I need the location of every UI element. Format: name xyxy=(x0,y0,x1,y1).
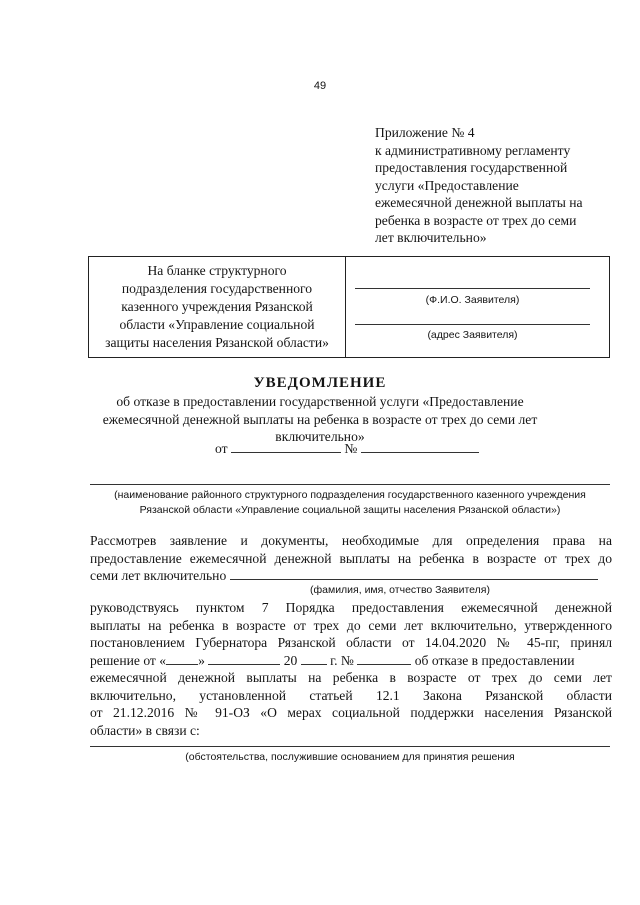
blank-box-divider xyxy=(345,256,346,358)
decision-text: г. № xyxy=(330,652,354,668)
date-field[interactable] xyxy=(231,440,341,453)
blank-line: области «Управление социальной xyxy=(119,317,315,332)
appendix-line: к административному регламенту xyxy=(375,142,571,158)
appendix-line: ребенка в возрасте от трех до семи xyxy=(375,212,577,228)
dept-caption-line: Рязанской области «Управление социальной защиты населения Рязанской области») xyxy=(139,504,561,516)
body-line: от 21.12.2016 № 91-ОЗ «О мерах социальной поддержки населения Рязанской xyxy=(90,705,612,720)
appendix-line: ежемесячной денежной выплаты на xyxy=(375,195,583,210)
decision-text: об отказе в предоставлении xyxy=(414,652,575,668)
from-label: от xyxy=(215,441,228,456)
appendix-line: услуги «Предоставление xyxy=(375,177,519,193)
decision-text: 20 xyxy=(283,652,298,668)
decision-number-field[interactable] xyxy=(357,652,411,665)
fio-caption: (фамилия, имя, отчество Заявителя) xyxy=(310,584,490,596)
body-line: семи лет включительно xyxy=(90,568,227,583)
applicant-name-line[interactable] xyxy=(355,288,590,289)
applicant-fio-field[interactable] xyxy=(230,567,598,580)
page-number: 49 xyxy=(313,80,327,92)
number-field[interactable] xyxy=(361,440,479,453)
decision-day-field[interactable] xyxy=(166,652,198,665)
decision-line xyxy=(90,652,612,670)
body-line: постановлением Губернатора Рязанской области от 14.04.2020 № 45-пг, принял xyxy=(90,635,612,650)
notice-title: УВЕДОМЛЕНИЕ xyxy=(253,375,387,391)
appendix-line: предоставления государственной xyxy=(375,160,568,175)
decision-month-field[interactable] xyxy=(208,652,280,665)
dept-name-line[interactable] xyxy=(90,484,610,485)
blank-line: На бланке структурного xyxy=(147,263,287,278)
subtitle-line: ежемесячной денежной выплаты на ребенка в возрасте от трех до семи лет xyxy=(102,411,538,427)
body-line: предоставление ежемесячной денежной выплаты на ребенка в возрасте от трех до xyxy=(90,550,612,566)
applicant-address-line[interactable] xyxy=(355,324,590,325)
subtitle-line: включительно» xyxy=(275,429,365,444)
decision-text: » xyxy=(198,652,205,668)
blank-line: казенного учреждения Рязанской xyxy=(121,299,313,314)
body-line: руководствуясь пунктом 7 Порядка предоставления ежемесячной денежной xyxy=(90,600,612,615)
appendix-header xyxy=(375,124,610,247)
dept-caption xyxy=(60,488,640,518)
date-number-line xyxy=(215,440,479,457)
appendix-title: Приложение № 4 xyxy=(375,125,475,140)
dept-caption-line: (наименование районного структурного подразделения государственного казенного учреждения xyxy=(114,489,586,501)
decision-text: решение от « xyxy=(90,652,167,668)
blank-line: защиты населения Рязанской области» xyxy=(105,335,329,350)
notice-subtitle xyxy=(100,393,540,446)
body-line: Рассмотрев заявление и документы, необходимые для определения права на xyxy=(90,533,612,548)
reasons-line[interactable] xyxy=(90,746,610,747)
applicant-address-caption: (адрес Заявителя) xyxy=(427,329,518,341)
body-line: выплаты на ребенка в возрасте от трех до семи лет включительно, утвержденного xyxy=(90,617,612,633)
number-label: № xyxy=(344,441,358,456)
body-line: ежемесячной денежной выплаты на ребенка в возрасте от трех до семи лет xyxy=(90,670,612,685)
applicant-name-caption: (Ф.И.О. Заявителя) xyxy=(425,294,520,306)
blank-box-left-text xyxy=(92,262,342,352)
subtitle-line: об отказе в предоставлении государственной услуги «Предоставление xyxy=(116,394,524,409)
blank-line: подразделения государственного xyxy=(121,281,313,296)
body-paragraph-2 xyxy=(90,599,612,739)
reasons-caption: (обстоятельства, послужившие основанием для принятия решения xyxy=(185,751,515,763)
body-line: области» в связи с: xyxy=(90,722,200,738)
appendix-line: лет включительно» xyxy=(375,230,487,245)
decision-year-field[interactable] xyxy=(301,652,327,665)
body-paragraph-1 xyxy=(90,532,612,585)
body-line: включительно, установленной статьей 12.1 Закона Рязанской области xyxy=(90,687,612,703)
